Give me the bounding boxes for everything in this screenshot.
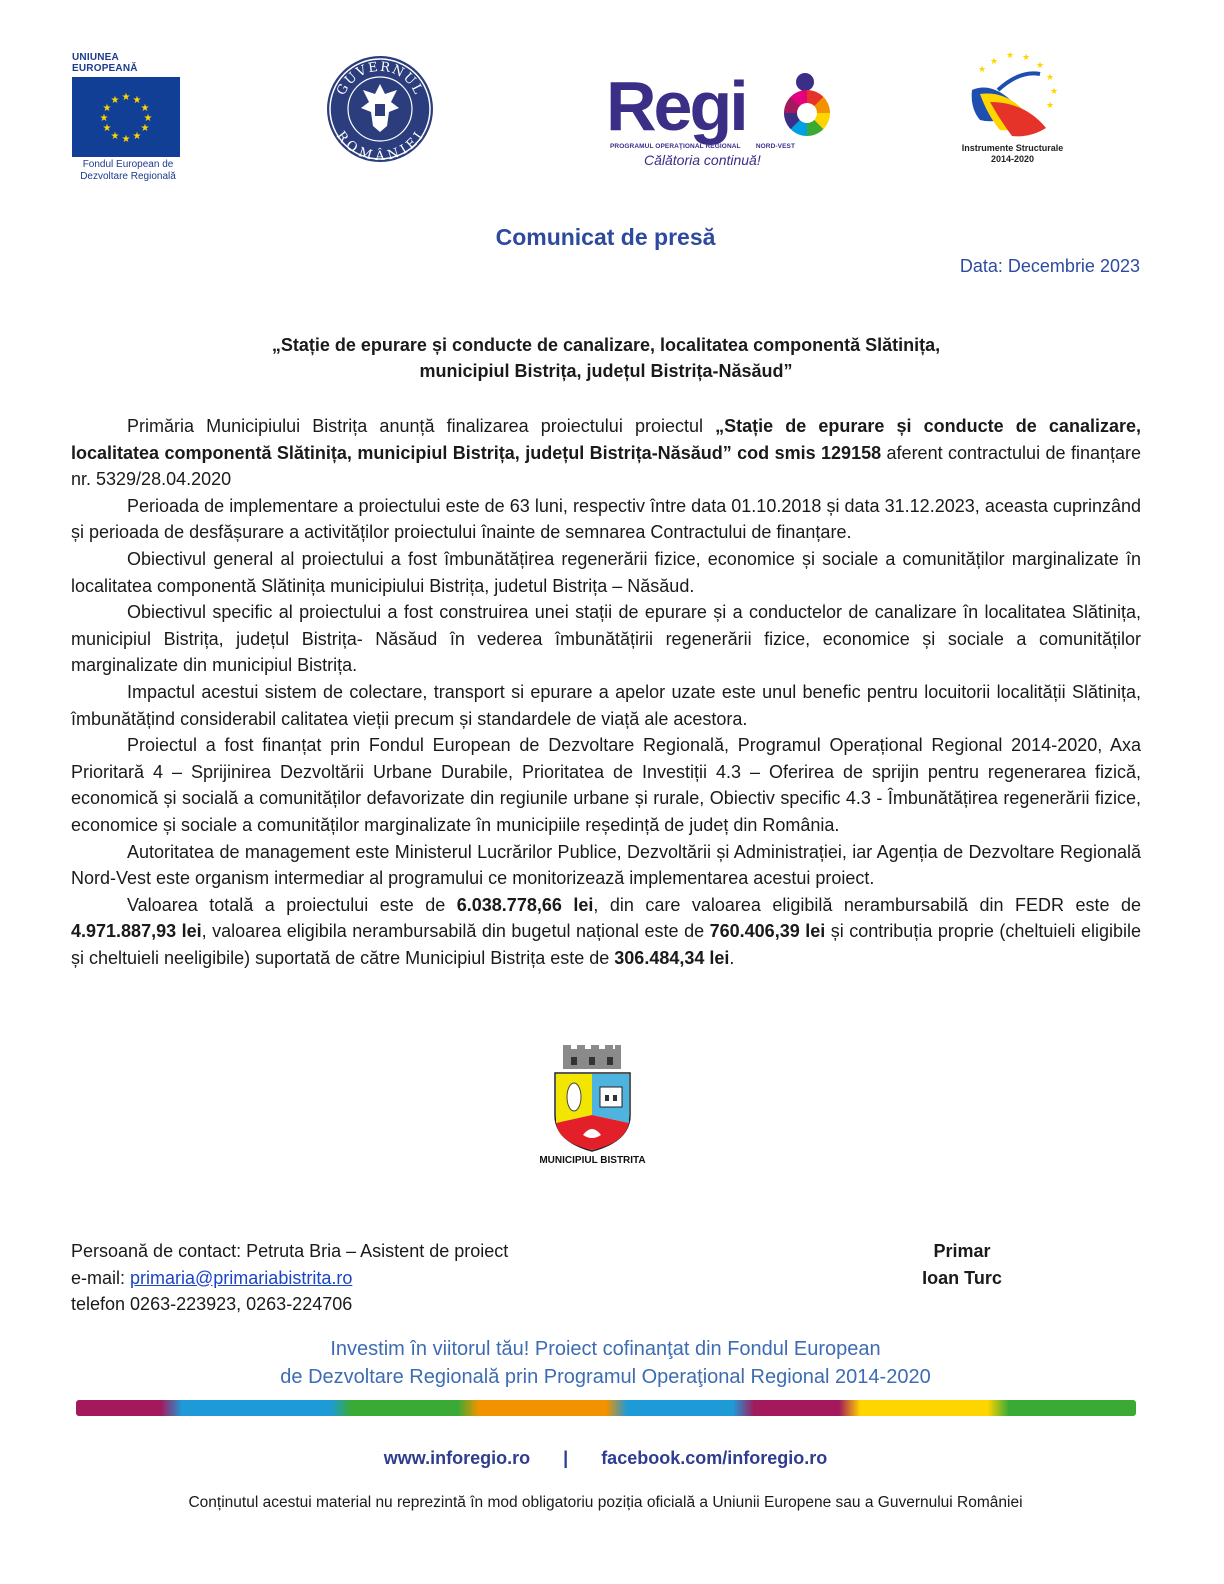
press-release-body xyxy=(71,413,1141,971)
footer-links xyxy=(0,1448,1211,1469)
svg-text:★: ★ xyxy=(110,131,120,142)
signature-name: Ioan Turc xyxy=(922,1267,1002,1288)
contact-block xyxy=(71,1238,508,1318)
funding-statement-line2: de Dezvoltare Regională prin Programul Operaţional Regional 2014-2020 xyxy=(280,1366,931,1388)
svg-text:★: ★ xyxy=(132,131,142,142)
svg-text:★: ★ xyxy=(110,95,120,106)
structural-instruments-icon xyxy=(950,50,1075,142)
eu-flag-icon xyxy=(72,77,180,157)
gov-seal-text-top: GUVERNUL xyxy=(334,59,426,98)
contact-person: Persoană de contact: Petruta Bria – Asistent de proiect xyxy=(71,1241,509,1261)
svg-text:★: ★ xyxy=(1050,87,1059,97)
eu-logo xyxy=(70,52,186,183)
contact-email-line: e-mail: primaria@primariabistrita.ro xyxy=(71,1267,353,1288)
svg-text:★: ★ xyxy=(132,95,142,106)
svg-text:★: ★ xyxy=(1036,61,1045,71)
svg-text:★: ★ xyxy=(978,65,987,75)
signature-block xyxy=(900,1238,1024,1291)
svg-text:★: ★ xyxy=(99,113,109,124)
svg-text:★: ★ xyxy=(1022,53,1031,63)
svg-text:★: ★ xyxy=(990,57,999,67)
paragraph-impact: Impactul acestui sistem de colectare, transport si epurare a apelor uzate este unul benefic pentru locuitorii localității Slătinița, îmbunătățind considerabil calitatea vieții precum și standardele de viață ale acestora. xyxy=(71,681,1141,729)
coat-of-arms-icon xyxy=(545,1045,640,1153)
svg-text:★: ★ xyxy=(140,123,150,134)
funding-statement-line1: Investim în viitorul tău! Proiect cofinanţat din Fondul European xyxy=(330,1338,881,1360)
regio-logo-tagline: Călătoria continuă! xyxy=(644,152,761,168)
gov-seal-text-bottom: ROMÂNIEI xyxy=(332,128,428,164)
inforegio-facebook-link[interactable]: facebook.com/inforegio.ro xyxy=(601,1448,828,1468)
svg-text:★: ★ xyxy=(140,103,150,114)
crest-label: MUNICIPIUL BISTRITA xyxy=(539,1155,646,1166)
eu-logo-top-text: UNIUNEA EUROPEANĂ xyxy=(72,52,138,74)
paragraph-announcement: Primăria Municipiului Bistrița anunță finalizarea proiectului proiectul „Stație de epurare și conducte de canalizare, localitatea componentă Slătinița, municipiul Bistrița, județul Bistrița-Năsăud” cod smis 129158 aferent contractului de finanțare nr. 5329/28.04.2020 xyxy=(71,416,1142,490)
regio-logo xyxy=(606,67,836,170)
svg-text:★: ★ xyxy=(102,103,112,114)
contact-email-link[interactable]: primaria@primariabistrita.ro xyxy=(130,1267,353,1288)
funding-statement xyxy=(0,1335,1211,1391)
svg-text:★: ★ xyxy=(121,92,131,103)
regio-color-wheel-icon xyxy=(784,90,830,136)
svg-text:★: ★ xyxy=(121,134,131,145)
document-title: Comunicat de presă xyxy=(495,224,716,250)
svg-text:★: ★ xyxy=(1006,51,1015,61)
eu-logo-bottom-line1: Fondul European de xyxy=(82,159,174,170)
romanian-government-seal-icon xyxy=(325,54,435,164)
contact-phone: telefon 0263-223923, 0263-224706 xyxy=(71,1294,353,1314)
svg-text:★: ★ xyxy=(143,113,153,124)
regio-logo-subtitle: PROGRAMUL OPERAŢIONAL REGIONAL NORD-VEST xyxy=(610,143,796,150)
footer-link-separator: | xyxy=(563,1448,569,1468)
bistrita-crest xyxy=(539,1045,646,1170)
regio-color-bar xyxy=(76,1400,1136,1416)
svg-text:★: ★ xyxy=(1046,101,1055,111)
project-title-line1: „Stație de epurare și conducte de canalizare, localitatea componentă Slătinița, xyxy=(271,335,941,355)
paragraph-project-value: Valoarea totală a proiectului este de 6.038.778,66 lei, din care valoarea eligibilă nerambursabilă din FEDR este de 4.971.887,93 lei, valoarea eligibila nerambursabilă din bugetul național este de 760.406,39 lei și contribuția proprie (cheltuieli eligibile și cheltuieli neeligibile) suportată de către Municipiul Bistrița este de 306.484,34 lei. xyxy=(71,894,1141,968)
svg-text:★: ★ xyxy=(102,123,112,134)
project-title xyxy=(130,332,1082,384)
svg-text:★: ★ xyxy=(1046,73,1055,83)
paragraph-specific-objective: Obiectivul specific al proiectului a fost construirea unei stații de epurare și a conductelor de canalizare în localitatea Slătinița, municipiul Bistrița, județul Bistrița- Năsăud în vederea îmbunătățirii regenerării fizice, economice și sociale a comunităților marginalizate din municipiul Bistrița. xyxy=(71,602,1141,676)
inforegio-website-link[interactable]: www.inforegio.ro xyxy=(383,1448,531,1468)
signature-role: Primar xyxy=(933,1241,991,1261)
regio-logo-word: Regi xyxy=(606,67,746,145)
disclaimer-text: Conținutul acestui material nu reprezintă în mod obligatoriu poziția oficială a Uniunii Europene sau a Guvernului României xyxy=(188,1494,1023,1511)
paragraph-management-authority: Autoritatea de management este Ministerul Lucrărilor Publice, Dezvoltării și Administrației, iar Agenția de Dezvoltare Regională Nord-Vest este organism intermediar al programului ce monitorizează implementarea acestui proiect. xyxy=(71,841,1141,889)
document-date: Data: Decembrie 2023 xyxy=(959,256,1140,276)
structural-instruments-text: Instrumente Structurale 2014-2020 xyxy=(961,143,1064,164)
paragraph-general-objective: Obiectivul general al proiectului a fost îmbunătățirea regenerării fizice, economice și sociale a comunităților marginalizate în localitatea componentă Slătinița municipiului Bistrița, judetul Bistrița – Năsăud. xyxy=(71,548,1141,596)
paragraph-implementation-period: Perioada de implementare a proiectului este de 63 luni, respectiv între data 01.10.2018 și data 31.12.2023, aceasta cuprinzând și perioada de desfășurare a activităților proiectului înainte de semnarea Contractului de finanțare. xyxy=(71,495,1141,543)
regio-logo-dot xyxy=(796,73,814,91)
project-title-line2: municipiul Bistrița, județul Bistrița-Năsăud” xyxy=(419,361,793,381)
paragraph-funding: Proiectul a fost finanțat prin Fondul European de Dezvoltare Regională, Programul Operațional Regional 2014-2020, Axa Prioritară 4 – Sprijinirea Dezvoltării Urbane Durabile, Prioritatea de Investiții 4.3 – Oferirea de sprijin pentru regenerarea fizică, economică și socială a comunităților defavorizate din regiunile urbane și rurale, Obiectiv specific 4.3 - Îmbunătățirea regenerării fizice, economice și sociale a comunităților marginalizate în municipiile reședință de județ din România. xyxy=(71,735,1141,835)
structural-instruments-logo xyxy=(950,50,1075,170)
eu-logo-bottom-line2: Dezvoltare Regională xyxy=(80,171,176,182)
